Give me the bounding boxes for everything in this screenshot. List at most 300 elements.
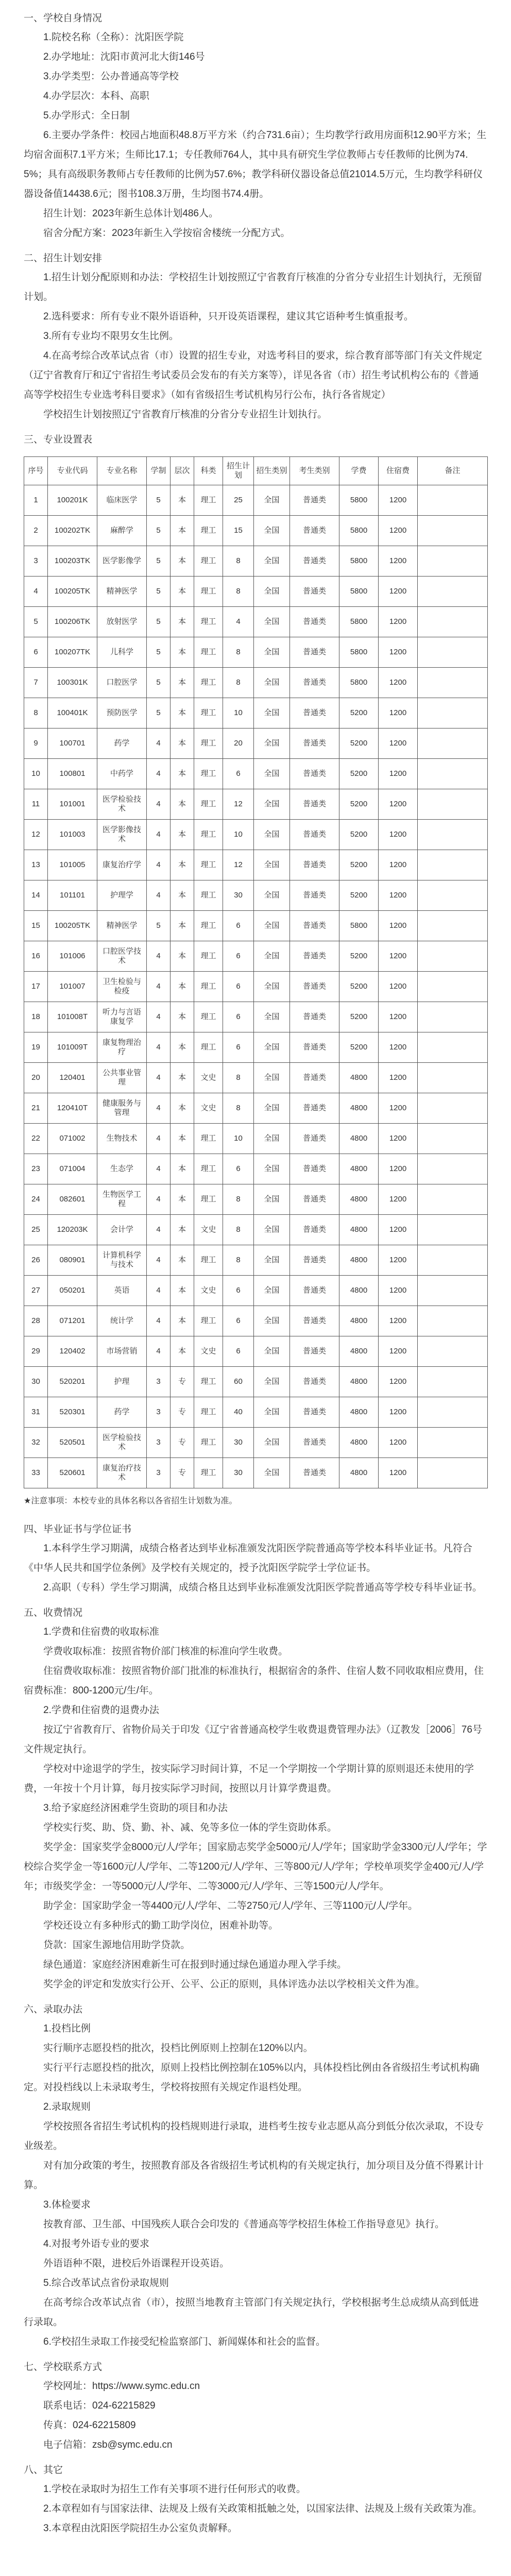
table-cell: 4800: [339, 1154, 379, 1184]
table-cell: [418, 1245, 488, 1276]
plan-rule: 学校招生计划按照辽宁省教育厅核准的分省分专业招生计划执行。: [43, 409, 328, 420]
section-fees: [24, 1598, 487, 1994]
table-cell: 全国: [254, 1367, 290, 1397]
fees-paragraph: 助学金：国家助学金一等4400元/人/学年、二等2750元/人/学年、三等1100元/人/学年。: [43, 1901, 418, 1911]
table-cell: 普通类: [290, 1154, 339, 1184]
table-cell: 本: [171, 759, 194, 789]
table-cell: [418, 516, 488, 546]
table-cell: 护理学: [97, 880, 147, 911]
table-cell: 医学检验技术: [97, 1428, 147, 1458]
table-cell: 6: [223, 972, 254, 1002]
table-row: [24, 668, 488, 698]
table-cell: 普通类: [290, 668, 339, 698]
table-cell: 8: [223, 1215, 254, 1245]
table-cell: 理工: [194, 789, 223, 820]
table-cell: 本: [171, 668, 194, 698]
admission-subheading: 2.录取规则: [43, 2102, 91, 2112]
table-cell: 本: [171, 637, 194, 668]
table-cell: 25: [223, 485, 254, 516]
table-cell: 普通类: [290, 850, 339, 880]
table-cell: [418, 850, 488, 880]
table-cell: [418, 698, 488, 728]
table-row: [24, 577, 488, 607]
table-cell: 全国: [254, 941, 290, 972]
table-cell: 专: [171, 1458, 194, 1488]
fees-paragraph: 学校对中途退学的学生，按实际学习时间计算，不足一个学期按一个学期计算的原则退还未使用的学费，一年按十个月计算，每月按实际学习时间，按照以月计算学费退费。: [24, 1764, 474, 1794]
table-cell: [418, 1428, 488, 1458]
table-cell: 6: [223, 1306, 254, 1336]
table-cell: 全国: [254, 1093, 290, 1124]
column-header: 专业代码: [48, 457, 97, 485]
table-cell: 8: [223, 577, 254, 607]
table-cell: 12: [24, 820, 48, 850]
table-cell: 普通类: [290, 911, 339, 941]
table-cell: 本: [171, 607, 194, 637]
table-cell: 普通类: [290, 1184, 339, 1215]
table-cell: 8: [223, 1063, 254, 1093]
table-cell: 计算机科学与技术: [97, 1245, 147, 1276]
table-cell: 普通类: [290, 1367, 339, 1397]
table-row: [24, 1367, 488, 1397]
table-cell: 1200: [379, 485, 418, 516]
table-cell: 4800: [339, 1063, 379, 1093]
table-cell: 5: [147, 577, 171, 607]
section-contact: [24, 2352, 487, 2455]
contact-website: [24, 2377, 487, 2396]
table-cell: 1200: [379, 1184, 418, 1215]
table-row: [24, 1458, 488, 1488]
table-cell: 6: [223, 941, 254, 972]
table-cell: 9: [24, 728, 48, 759]
table-cell: [418, 1276, 488, 1306]
table-cell: 普通类: [290, 1276, 339, 1306]
table-cell: 普通类: [290, 1306, 339, 1336]
table-cell: 听力与言语康复学: [97, 1002, 147, 1032]
table-cell: 1200: [379, 1306, 418, 1336]
table-cell: 3: [147, 1367, 171, 1397]
table-cell: 普通类: [290, 1032, 339, 1063]
table-cell: 101005: [48, 850, 97, 880]
table-cell: 全国: [254, 850, 290, 880]
table-cell: 5200: [339, 1002, 379, 1032]
table-cell: 6: [223, 1002, 254, 1032]
table-cell: 全国: [254, 1245, 290, 1276]
table-cell: 1200: [379, 911, 418, 941]
table-cell: 全国: [254, 516, 290, 546]
table-cell: 文史: [194, 1336, 223, 1367]
column-header: 备注: [418, 457, 488, 485]
table-cell: [418, 1458, 488, 1488]
table-cell: 护理: [97, 1367, 147, 1397]
table-cell: 3: [147, 1458, 171, 1488]
email-link[interactable]: zsb@symc.edu.cn: [92, 2439, 173, 2450]
table-cell: 本: [171, 728, 194, 759]
table-cell: 101007: [48, 972, 97, 1002]
column-header: 学制: [147, 457, 171, 485]
table-cell: [418, 880, 488, 911]
table-cell: 4: [147, 728, 171, 759]
table-cell: 8: [223, 1245, 254, 1276]
table-cell: 理工: [194, 850, 223, 880]
table-cell: 5: [147, 668, 171, 698]
table-cell: 520301: [48, 1397, 97, 1428]
table-cell: 本: [171, 1245, 194, 1276]
table-cell: 4800: [339, 1397, 379, 1428]
table-cell: 1200: [379, 1336, 418, 1367]
table-cell: 理工: [194, 668, 223, 698]
table-cell: 8: [223, 637, 254, 668]
section-heading: 七、学校联系方式: [24, 2362, 103, 2372]
majors-table: [24, 456, 488, 1488]
table-cell: 20: [24, 1063, 48, 1093]
table-cell: 100207TK: [48, 637, 97, 668]
table-row: [24, 1184, 488, 1215]
table-cell: 本: [171, 1124, 194, 1154]
admission-paragraph: 实行平行志愿投档的批次，原则上投档比例控制在105%以内，具体投档比例由各省级招生考试机构确定。对投档线以上未录取考生，学校将按照有关规定作退档处理。: [24, 2062, 480, 2093]
table-cell: [418, 1093, 488, 1124]
table-cell: 本: [171, 546, 194, 577]
table-cell: 理工: [194, 1397, 223, 1428]
table-cell: 16: [24, 941, 48, 972]
table-header-row: [24, 457, 488, 485]
table-row: [24, 1032, 488, 1063]
table-cell: 普通类: [290, 546, 339, 577]
table-cell: 19: [24, 1032, 48, 1063]
table-cell: 理工: [194, 1032, 223, 1063]
table-cell: 理工: [194, 607, 223, 637]
table-cell: 理工: [194, 577, 223, 607]
table-cell: 071201: [48, 1306, 97, 1336]
table-cell: 32: [24, 1428, 48, 1458]
section-heading: 一、学校自身情况: [24, 13, 103, 24]
table-cell: 文史: [194, 1063, 223, 1093]
table-cell: 5: [147, 698, 171, 728]
table-cell: 1200: [379, 1124, 418, 1154]
website-link[interactable]: 学校网址：https://www.symc.edu.cn: [43, 2381, 200, 2392]
table-cell: 理工: [194, 1306, 223, 1336]
table-cell: 1200: [379, 577, 418, 607]
table-cell: 理工: [194, 972, 223, 1002]
table-cell: 普通类: [290, 1428, 339, 1458]
table-cell: 专: [171, 1397, 194, 1428]
table-cell: 101003: [48, 820, 97, 850]
table-cell: 5200: [339, 880, 379, 911]
section-admission: [24, 1994, 487, 2352]
table-cell: 4: [147, 1245, 171, 1276]
table-cell: [418, 972, 488, 1002]
table-cell: 5200: [339, 850, 379, 880]
section-heading: 二、招生计划安排: [24, 253, 103, 264]
table-row: [24, 1154, 488, 1184]
table-cell: [418, 637, 488, 668]
table-cell: 普通类: [290, 759, 339, 789]
table-cell: 30: [223, 1428, 254, 1458]
table-cell: 5800: [339, 516, 379, 546]
table-cell: 公共事业管理: [97, 1063, 147, 1093]
table-row: [24, 637, 488, 668]
table-cell: 文史: [194, 1093, 223, 1124]
table-cell: 082601: [48, 1184, 97, 1215]
table-cell: 预防医学: [97, 698, 147, 728]
table-cell: 全国: [254, 911, 290, 941]
table-cell: 普通类: [290, 1124, 339, 1154]
table-cell: 普通类: [290, 820, 339, 850]
table-cell: 全国: [254, 972, 290, 1002]
table-cell: 全国: [254, 1336, 290, 1367]
table-cell: 全国: [254, 1063, 290, 1093]
table-cell: 12: [223, 850, 254, 880]
table-cell: 生物医学工程: [97, 1184, 147, 1215]
table-cell: 理工: [194, 1154, 223, 1184]
table-cell: 全国: [254, 1276, 290, 1306]
fax-label: 传真：: [43, 2420, 73, 2431]
table-row: [24, 1428, 488, 1458]
contact-phone: [24, 2396, 487, 2416]
table-cell: 儿科学: [97, 637, 147, 668]
table-cell: 普通类: [290, 1215, 339, 1245]
table-cell: 普通类: [290, 1063, 339, 1093]
admission-subheading: 5.综合改革试点省份录取规则: [43, 2278, 169, 2289]
column-header: 科类: [194, 457, 223, 485]
table-cell: 4800: [339, 1428, 379, 1458]
table-cell: 全国: [254, 1154, 290, 1184]
section-heading: 五、收费情况: [24, 1607, 83, 1618]
table-cell: 本: [171, 1336, 194, 1367]
table-cell: 本: [171, 941, 194, 972]
table-cell: 4: [147, 1184, 171, 1215]
table-cell: 本: [171, 911, 194, 941]
cert-paragraph: 1.本科学生学习期满，成绩合格者达到毕业标准颁发沈阳医学院普通高等学校本科毕业证书。凡符合《中华人民共和国学位条例》及学校有关规定的，授予沈阳医学院学士学位证书。: [24, 1543, 472, 1573]
table-cell: 1200: [379, 1215, 418, 1245]
table-cell: 理工: [194, 1458, 223, 1488]
table-cell: 1200: [379, 1154, 418, 1184]
fees-paragraph: 按辽宁省教育厅、省物价局关于印发《辽宁省普通高校学生收费退费管理办法》（辽教发［2006］76号文件规定执行。: [24, 1724, 482, 1755]
info-item: 5.办学形式：全日制: [43, 110, 130, 121]
table-cell: [418, 728, 488, 759]
info-item: 3.办学类型：公办普通高等学校: [43, 71, 179, 82]
table-cell: 13: [24, 850, 48, 880]
table-cell: 5800: [339, 637, 379, 668]
table-cell: 本: [171, 1063, 194, 1093]
table-cell: 普通类: [290, 577, 339, 607]
table-cell: 3: [147, 1428, 171, 1458]
table-cell: 普通类: [290, 728, 339, 759]
table-cell: 100205TK: [48, 911, 97, 941]
column-header: 招生计划: [223, 457, 254, 485]
table-cell: 理工: [194, 759, 223, 789]
table-cell: 4: [147, 1124, 171, 1154]
table-cell: 5200: [339, 820, 379, 850]
table-cell: 11: [24, 789, 48, 820]
table-cell: 30: [223, 1458, 254, 1488]
table-cell: 1200: [379, 759, 418, 789]
plan-paragraph: 招生计划：2023年新生总体计划486人。: [43, 208, 218, 219]
table-cell: 6: [223, 911, 254, 941]
table-cell: 康复治疗学: [97, 850, 147, 880]
table-cell: 文史: [194, 1276, 223, 1306]
table-cell: 25: [24, 1215, 48, 1245]
table-cell: 27: [24, 1276, 48, 1306]
table-cell: 康复物理治疗: [97, 1032, 147, 1063]
table-cell: 全国: [254, 1032, 290, 1063]
table-cell: 101006: [48, 941, 97, 972]
table-cell: 120402: [48, 1336, 97, 1367]
table-cell: 520601: [48, 1458, 97, 1488]
table-cell: 6: [223, 759, 254, 789]
table-cell: 口腔医学: [97, 668, 147, 698]
table-cell: 4: [147, 1306, 171, 1336]
table-cell: [418, 607, 488, 637]
info-item: 2.办学地址：沈阳市黄河北大街146号: [43, 52, 205, 62]
table-cell: 10: [223, 1124, 254, 1154]
table-cell: 本: [171, 1032, 194, 1063]
table-cell: 普通类: [290, 880, 339, 911]
table-cell: 17: [24, 972, 48, 1002]
table-cell: 本: [171, 880, 194, 911]
table-cell: 全国: [254, 546, 290, 577]
table-cell: 全国: [254, 1184, 290, 1215]
table-cell: 6: [24, 637, 48, 668]
table-cell: 1200: [379, 728, 418, 759]
table-cell: 5: [147, 637, 171, 668]
table-cell: 100301K: [48, 668, 97, 698]
table-cell: 4800: [339, 1276, 379, 1306]
table-cell: 8: [24, 698, 48, 728]
table-cell: 本: [171, 1306, 194, 1336]
table-cell: [418, 1215, 488, 1245]
table-cell: [418, 1063, 488, 1093]
other-paragraph: 3.本章程由沈阳医学院招生办公室负责解释。: [43, 2523, 237, 2534]
table-cell: 理工: [194, 1428, 223, 1458]
table-row: [24, 1063, 488, 1093]
table-row: [24, 698, 488, 728]
table-cell: 英语: [97, 1276, 147, 1306]
table-cell: 1200: [379, 607, 418, 637]
table-cell: 1200: [379, 880, 418, 911]
table-cell: [418, 668, 488, 698]
table-cell: 本: [171, 516, 194, 546]
table-cell: 4800: [339, 1306, 379, 1336]
table-cell: [418, 546, 488, 577]
table-cell: 5: [147, 911, 171, 941]
table-row: [24, 1397, 488, 1428]
admission-paragraph: 实行顺序志愿投档的批次，投档比例原则上控制在120%以内。: [43, 2043, 313, 2054]
table-cell: 药学: [97, 1397, 147, 1428]
table-row: [24, 516, 488, 546]
table-cell: 15: [24, 911, 48, 941]
column-header: 层次: [171, 457, 194, 485]
section-certificates: [24, 1514, 487, 1598]
table-cell: 1200: [379, 1458, 418, 1488]
table-cell: 统计学: [97, 1306, 147, 1336]
table-cell: 普通类: [290, 941, 339, 972]
fees-subheading: 3.给予家庭经济困难学生资助的项目和办法: [43, 1803, 228, 1814]
table-cell: [418, 485, 488, 516]
table-cell: 本: [171, 485, 194, 516]
dorm-paragraph: 宿舍分配方案：2023年新生入学按宿舍楼统一分配方式。: [43, 228, 291, 239]
table-cell: 4800: [339, 1093, 379, 1124]
table-cell: 8: [223, 1093, 254, 1124]
table-cell: 全国: [254, 698, 290, 728]
fees-paragraph: 学校还设立有多种形式的勤工助学岗位，困难补助等。: [43, 1920, 279, 1931]
table-cell: 100206TK: [48, 607, 97, 637]
table-cell: 精神医学: [97, 577, 147, 607]
admission-paragraph: 按教育部、卫生部、中国残疾人联合会印发的《普通高等学校招生体检工作指导意见》执行。: [43, 2219, 445, 2230]
table-cell: 理工: [194, 1245, 223, 1276]
table-cell: 6: [223, 1276, 254, 1306]
cert-paragraph: 2.高职（专科）学生学习期满，成绩合格且达到毕业标准颁发沈阳医学院普通高等学校专科毕业证书。: [43, 1582, 482, 1593]
table-cell: 1200: [379, 1428, 418, 1458]
table-cell: 全国: [254, 820, 290, 850]
section-heading: 八、其它: [24, 2465, 63, 2476]
table-row: [24, 1245, 488, 1276]
fees-subheading: 2.学费和住宿费的退费办法: [43, 1705, 159, 1716]
table-cell: 普通类: [290, 485, 339, 516]
table-cell: 100205TK: [48, 577, 97, 607]
table-cell: 6: [223, 1154, 254, 1184]
table-cell: [418, 789, 488, 820]
section-heading: 四、毕业证书与学位证书: [24, 1524, 132, 1535]
column-header: 住宿费: [379, 457, 418, 485]
table-cell: 普通类: [290, 1458, 339, 1488]
table-cell: 4800: [339, 1124, 379, 1154]
table-cell: [418, 1367, 488, 1397]
table-cell: 5200: [339, 789, 379, 820]
table-cell: 31: [24, 1397, 48, 1428]
table-cell: 理工: [194, 516, 223, 546]
table-cell: 6: [223, 1032, 254, 1063]
table-cell: 理工: [194, 1002, 223, 1032]
table-row: [24, 1215, 488, 1245]
admission-subheading: 3.体检要求: [43, 2199, 91, 2210]
conditions-paragraph: 6.主要办学条件：校园占地面积48.8万平方米（约合731.6亩）；生均教学行政用房面积12.90平方米；生均宿舍面积7.1平方米；生师比17.1；专任教师764人，其中具有研究生学位教师占专任教师的比例为74.5%；具有高级职务教师占专任教师的比例为57.6%；教学科研仪器设备总值21014.5万元，生均教学科研仪器设备值14438.6元；图书108.3万册，生均图书74.4册。: [24, 130, 487, 199]
table-cell: 24: [24, 1184, 48, 1215]
table-row: [24, 1276, 488, 1306]
fax-value: 024-62215809: [73, 2420, 136, 2431]
table-cell: 3: [24, 546, 48, 577]
table-cell: 卫生检验与检疫: [97, 972, 147, 1002]
phone-label: 联系电话：: [43, 2400, 93, 2411]
table-cell: 全国: [254, 1306, 290, 1336]
table-cell: 1200: [379, 668, 418, 698]
table-cell: 15: [223, 516, 254, 546]
table-row: [24, 850, 488, 880]
table-cell: 21: [24, 1093, 48, 1124]
info-item: 1.院校名称（全称）：沈阳医学院: [43, 32, 184, 43]
table-cell: 医学影像学: [97, 546, 147, 577]
fees-subheading: 1.学费和住宿费的收取标准: [43, 1626, 159, 1637]
column-header: 招生类别: [254, 457, 290, 485]
plan-rule: 1.招生计划分配原则和办法：学校招生计划按照辽宁省教育厅核准的分省分专业招生计划执行，无预留计划。: [24, 272, 482, 302]
fees-paragraph: 学费收取标准：按照省物价部门核准的标准向学生收费。: [43, 1646, 288, 1657]
table-cell: 口腔医学技术: [97, 941, 147, 972]
table-cell: 1200: [379, 516, 418, 546]
section-heading: 六、录取办法: [24, 2004, 83, 2015]
table-cell: 080901: [48, 1245, 97, 1276]
table-cell: 普通类: [290, 1093, 339, 1124]
table-cell: [418, 1397, 488, 1428]
column-header: 序号: [24, 457, 48, 485]
table-cell: 12: [223, 789, 254, 820]
table-cell: 普通类: [290, 516, 339, 546]
table-cell: 8: [223, 668, 254, 698]
table-cell: 4: [147, 1276, 171, 1306]
table-cell: 全国: [254, 1428, 290, 1458]
column-header: 专业名称: [97, 457, 147, 485]
admission-paragraph: 学校按照各省招生考试机构的投档规则进行录取，进档考生按专业志愿从高分到低分依次录取，不设专业级差。: [24, 2121, 484, 2151]
table-cell: 5200: [339, 759, 379, 789]
table-cell: 本: [171, 1093, 194, 1124]
